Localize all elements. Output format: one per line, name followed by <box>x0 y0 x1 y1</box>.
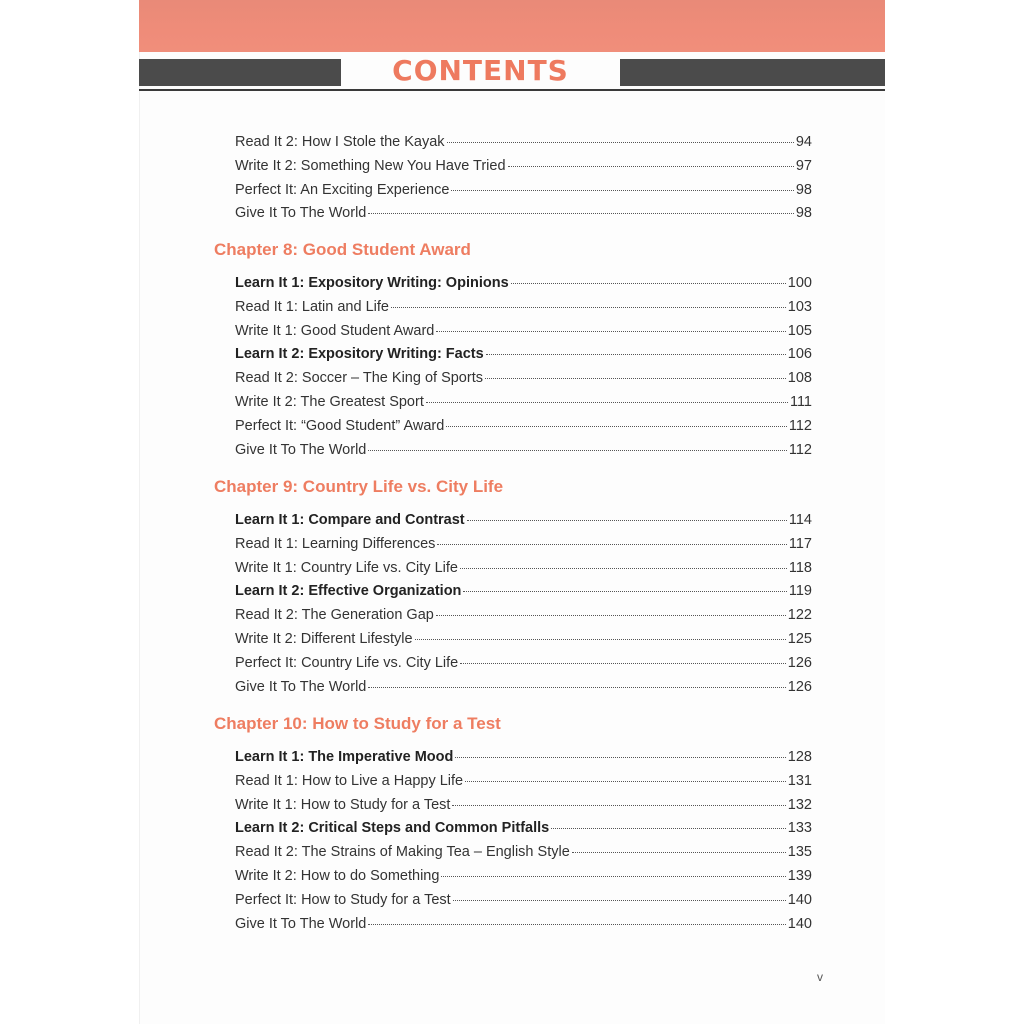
dot-leader <box>460 663 786 664</box>
toc-entry-page: 128 <box>787 749 812 765</box>
dot-leader <box>486 354 786 355</box>
toc-entry-page: 108 <box>787 370 812 386</box>
dot-leader <box>572 852 786 853</box>
toc-entry <box>235 820 812 842</box>
dot-leader <box>485 378 786 379</box>
toc-entry-label: Read It 2: How I Stole the Kayak <box>235 134 445 150</box>
chapter-heading: Chapter 9: Country Life vs. City Life <box>214 477 504 496</box>
toc-entry-label: Write It 2: How to do Something <box>235 868 440 884</box>
toc-entry <box>235 607 812 629</box>
toc-entry <box>235 134 812 156</box>
toc-entry-page: 105 <box>787 323 812 339</box>
toc-entry-page: 131 <box>787 773 812 789</box>
toc-entry-label: Write It 2: Different Lifestyle <box>235 631 413 647</box>
toc-entry <box>235 844 812 866</box>
toc-entry <box>235 370 812 392</box>
page-title: CONTENTS <box>392 54 569 87</box>
toc-entry <box>235 655 812 677</box>
toc-entry-page: 119 <box>788 583 812 599</box>
toc-entry-label: Write It 1: How to Study for a Test <box>235 797 451 813</box>
toc-entry-label: Learn It 2: Expository Writing: Facts <box>235 346 484 362</box>
toc-entry-label: Learn It 1: Compare and Contrast <box>235 512 465 528</box>
toc-entry <box>235 323 812 345</box>
toc-entry-label: Perfect It: Country Life vs. City Life <box>235 655 459 671</box>
toc-entry <box>235 583 812 605</box>
toc-entry <box>235 442 812 464</box>
toc-entry <box>235 868 812 890</box>
dot-leader <box>368 213 793 214</box>
toc-entry-label: Read It 2: The Generation Gap <box>235 607 434 623</box>
toc-entry-page: 114 <box>788 512 812 528</box>
toc-entry <box>235 773 812 795</box>
toc-entry-page: 111 <box>789 394 812 410</box>
dot-leader <box>455 757 785 758</box>
toc-entry <box>235 299 812 321</box>
toc-entry-label: Perfect It: An Exciting Experience <box>235 182 450 198</box>
dot-leader <box>508 166 794 167</box>
toc-entry-page: 140 <box>787 892 812 908</box>
toc-entry-label: Perfect It: “Good Student” Award <box>235 418 445 434</box>
toc-entry-label: Read It 1: Learning Differences <box>235 536 436 552</box>
dot-leader <box>436 331 785 332</box>
toc-entry-label: Learn It 1: Expository Writing: Opinions <box>235 275 509 291</box>
toc-entry-label: Read It 2: Soccer – The King of Sports <box>235 370 483 386</box>
toc-entry-label: Give It To The World <box>235 679 367 695</box>
toc-entry <box>235 205 812 227</box>
toc-entry-page: 126 <box>787 655 812 671</box>
toc-entry <box>235 797 812 819</box>
toc-entry-page: 97 <box>795 158 812 174</box>
toc-entry <box>235 892 812 914</box>
toc-entry-page: 126 <box>787 679 812 695</box>
toc-entry-page: 140 <box>787 916 812 932</box>
toc-entry <box>235 679 812 701</box>
header-left-bar <box>139 59 341 86</box>
toc-entry-label: Give It To The World <box>235 442 367 458</box>
toc-entry-page: 98 <box>795 182 812 198</box>
toc-entry <box>235 394 812 416</box>
dot-leader <box>451 190 793 191</box>
header-rule <box>139 89 885 91</box>
chapter-heading: Chapter 10: How to Study for a Test <box>214 714 501 733</box>
dot-leader <box>368 687 785 688</box>
header-right-bar <box>620 59 885 86</box>
toc-entry-label: Write It 2: The Greatest Sport <box>235 394 424 410</box>
toc-entry-label: Learn It 1: The Imperative Mood <box>235 749 454 765</box>
toc-entry-page: 122 <box>787 607 812 623</box>
chapter-heading: Chapter 8: Good Student Award <box>214 240 471 259</box>
dot-leader <box>446 426 787 427</box>
toc-entry-page: 135 <box>787 844 812 860</box>
toc-entry-label: Read It 1: How to Live a Happy Life <box>235 773 464 789</box>
toc-entry-page: 98 <box>795 205 812 221</box>
dot-leader <box>441 876 785 877</box>
toc-entry-label: Learn It 2: Effective Organization <box>235 583 462 599</box>
toc-entry-page: 112 <box>788 418 812 434</box>
dot-leader <box>551 828 786 829</box>
toc-entry-page: 133 <box>787 820 812 836</box>
toc-entry-label: Read It 1: Latin and Life <box>235 299 389 315</box>
toc-entry <box>235 631 812 653</box>
dot-leader <box>453 900 786 901</box>
dot-leader <box>436 615 786 616</box>
dot-leader <box>511 283 786 284</box>
toc-entry <box>235 182 812 204</box>
toc-entry-page: 103 <box>787 299 812 315</box>
dot-leader <box>368 924 785 925</box>
toc-entry <box>235 275 812 297</box>
toc-entry-label: Give It To The World <box>235 205 367 221</box>
toc-entry-label: Give It To The World <box>235 916 367 932</box>
dot-leader <box>447 142 794 143</box>
toc-entry-label: Read It 2: The Strains of Making Tea – English Style <box>235 844 570 860</box>
toc-entry-label: Write It 1: Country Life vs. City Life <box>235 560 458 576</box>
toc-entry <box>235 158 812 180</box>
toc-entry-page: 94 <box>795 134 812 150</box>
toc-entry-page: 112 <box>788 442 812 458</box>
page-number: v <box>817 970 823 984</box>
toc-entry-page: 117 <box>788 536 812 552</box>
toc-entry-label: Write It 2: Something New You Have Tried <box>235 158 506 174</box>
toc-entry-page: 139 <box>787 868 812 884</box>
header-color-band <box>139 0 885 52</box>
toc-entry <box>235 749 812 771</box>
toc-entry-label: Write It 1: Good Student Award <box>235 323 435 339</box>
toc-entry <box>235 916 812 938</box>
dot-leader <box>415 639 786 640</box>
dot-leader <box>452 805 785 806</box>
toc-entry-page: 132 <box>787 797 812 813</box>
toc-entry-page: 100 <box>787 275 812 291</box>
dot-leader <box>465 781 786 782</box>
dot-leader <box>391 307 786 308</box>
toc-entry <box>235 346 812 368</box>
dot-leader <box>467 520 787 521</box>
toc-entry <box>235 560 812 582</box>
toc-entry-label: Learn It 2: Critical Steps and Common Pitfalls <box>235 820 550 836</box>
toc-entry-page: 118 <box>788 560 812 576</box>
dot-leader <box>368 450 787 451</box>
toc-entry <box>235 512 812 534</box>
dot-leader <box>426 402 788 403</box>
dot-leader <box>437 544 786 545</box>
toc-entry-page: 106 <box>787 346 812 362</box>
toc-entry <box>235 418 812 440</box>
dot-leader <box>460 568 787 569</box>
toc-entry-page: 125 <box>787 631 812 647</box>
toc-entry-label: Perfect It: How to Study for a Test <box>235 892 451 908</box>
dot-leader <box>463 591 786 592</box>
toc-entry <box>235 536 812 558</box>
